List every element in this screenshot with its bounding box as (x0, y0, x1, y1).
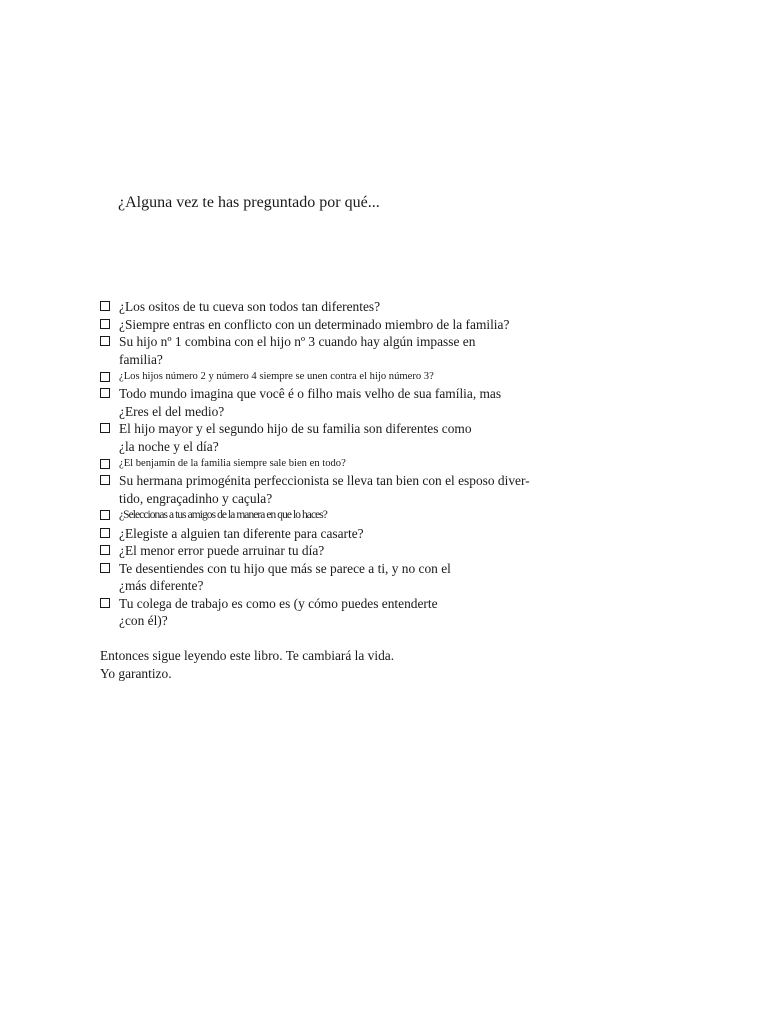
checkbox-icon (100, 598, 110, 608)
item-text: Te desentiendes con tu hijo que más se parece a ti, y no con el (119, 560, 451, 576)
closing-line: Entonces sigue leyendo este libro. Te cambiará la vida. (100, 648, 395, 663)
item-text-continuation: ¿con él)? (119, 613, 168, 628)
item-text-continuation: familia? (119, 351, 163, 367)
item-text: Su hijo nº 1 combina con el hijo nº 3 cuando hay algún impasse en (119, 334, 476, 349)
checklist-item (100, 455, 570, 472)
checklist-item (100, 385, 570, 420)
item-text: Tu colega de trabajo es como es (y cómo puedes entenderte (119, 595, 438, 611)
item-text-continuation: tido, engraçadinho y caçula? (119, 490, 273, 506)
checkbox-icon (100, 528, 110, 538)
checkbox-icon (100, 336, 110, 346)
item-text: ¿El menor error puede arruinar tu día? (119, 543, 325, 558)
checklist-item (100, 542, 570, 560)
checkbox-icon (100, 388, 110, 398)
checklist-item (100, 316, 570, 334)
checklist-item (100, 420, 570, 455)
checklist-item (100, 333, 570, 368)
item-text: ¿Seleccionas a tus amigos de la manera en que lo haces? (119, 509, 327, 521)
item-text: ¿El benjamín de la familia siempre sale bien en todo? (119, 458, 346, 469)
checklist-item (100, 507, 570, 525)
checkbox-icon (100, 510, 110, 520)
checkbox-icon (100, 423, 110, 433)
checkbox-icon (100, 301, 110, 311)
checklist-item (100, 368, 570, 385)
checkbox-icon (100, 459, 110, 469)
checklist-item (100, 595, 570, 630)
checkbox-icon (100, 475, 110, 485)
checkbox-icon (100, 545, 110, 555)
closing-paragraph (100, 647, 394, 683)
question-checklist (100, 298, 570, 630)
checkbox-icon (100, 319, 110, 329)
item-text: Su hermana primogénita perfeccionista se lleva tan bien con el esposo diver- (119, 473, 530, 488)
item-text: ¿Siempre entras en conflicto con un determinado miembro de la familia? (119, 316, 510, 332)
item-text-continuation: ¿la noche y el día? (119, 438, 219, 454)
checklist-item (100, 298, 570, 316)
item-text-continuation: ¿Eres el del medio? (119, 403, 225, 419)
page-heading: ¿Alguna vez te has preguntado por qué... (118, 194, 380, 211)
item-text: Todo mundo imagina que você é o filho mais velho de sua família, mas (119, 386, 502, 401)
item-text: ¿Elegiste a alguien tan diferente para casarte? (119, 525, 364, 541)
checkbox-icon (100, 372, 110, 382)
checklist-item (100, 472, 570, 507)
item-text: ¿Los hijos número 2 y número 4 siempre se unen contra el hijo número 3? (119, 371, 434, 382)
checkbox-icon (100, 563, 110, 573)
item-text-continuation: ¿más diferente? (119, 578, 204, 593)
item-text: ¿Los ositos de tu cueva son todos tan diferentes? (119, 299, 381, 314)
item-text: El hijo mayor y el segundo hijo de su familia son diferentes como (119, 421, 472, 436)
checklist-item (100, 525, 570, 543)
checklist-item (100, 560, 570, 595)
closing-line: Yo garantizo. (100, 666, 172, 681)
